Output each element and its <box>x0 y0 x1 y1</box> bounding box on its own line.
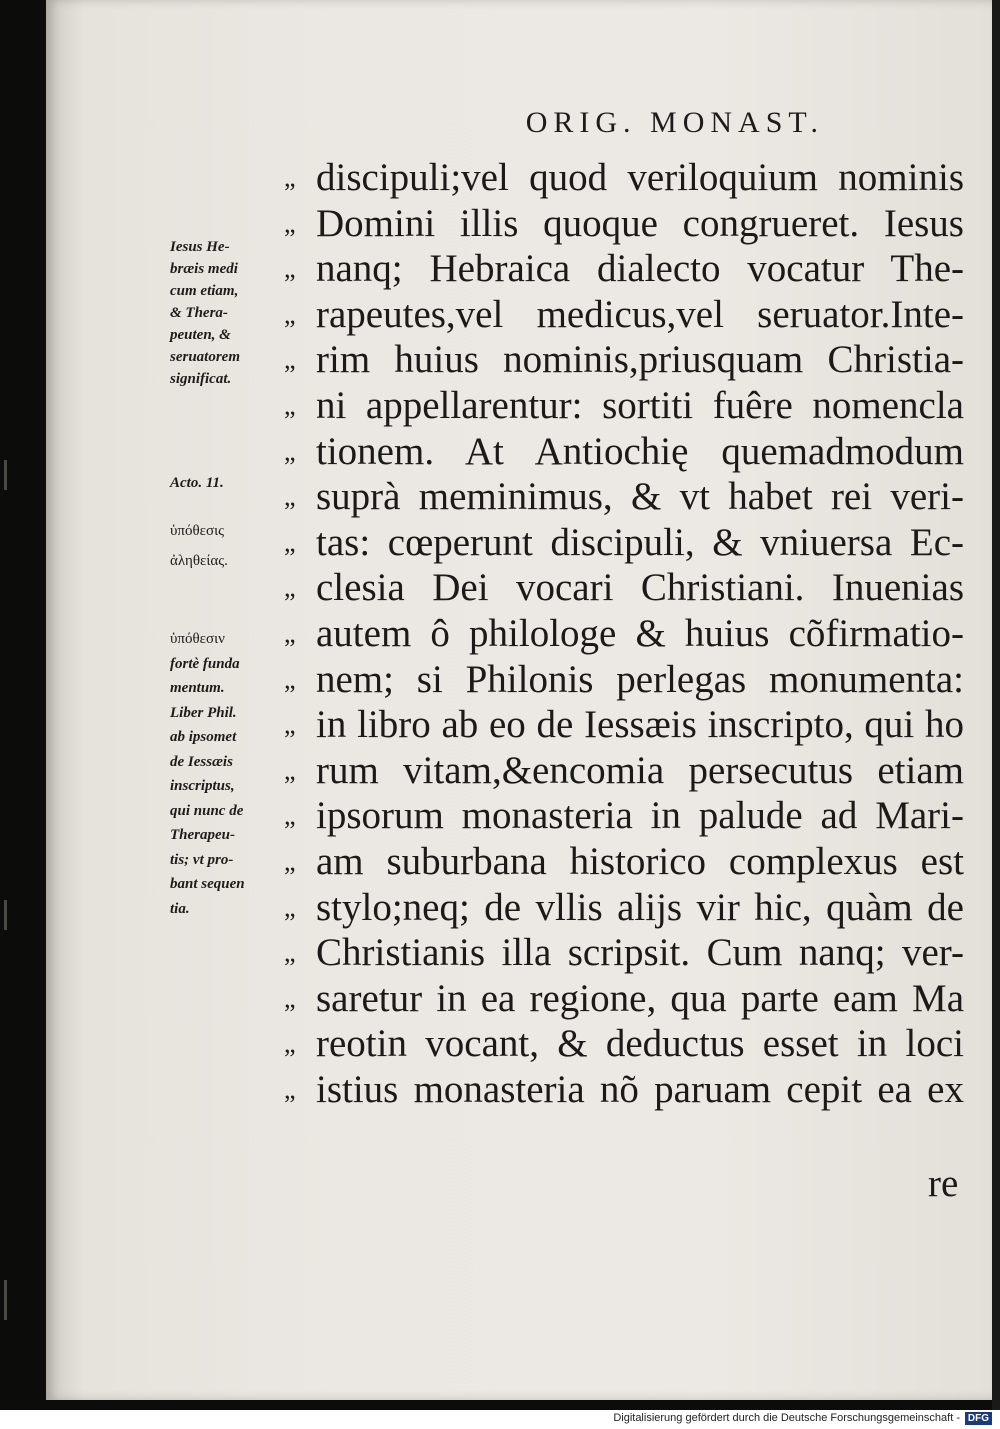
marginal-note-line: cum etiam, <box>170 283 239 299</box>
page-edge <box>992 0 1000 1410</box>
marginal-note-line: de Iessæis <box>170 754 233 770</box>
quote-mark: „ <box>284 619 296 648</box>
marginal-note-line: qui nunc de <box>170 803 244 819</box>
quote-mark: „ <box>284 801 296 830</box>
text-line: discipuli;vel quod veriloquium nominis <box>316 156 964 199</box>
quote-mark: „ <box>284 437 296 466</box>
text-line: am suburbana historico complexus est <box>316 840 964 883</box>
quote-mark: „ <box>284 984 296 1013</box>
marginal-note-line: tia. <box>170 901 190 917</box>
text-line: ni appellarentur: sortiti fuêre nomencla <box>316 384 964 427</box>
marginal-note-line: Liber Phil. <box>170 705 237 721</box>
text-line: nanq; Hebraica dialecto vocatur The- <box>316 247 964 290</box>
text-line: suprà meminimus, & vt habet rei veri- <box>316 475 964 518</box>
marginal-note-line: ὑπόθεσιν <box>170 631 225 647</box>
text-line: tas: cœperunt discipuli, & vniuersa Ec- <box>316 521 964 564</box>
text-line: stylo;neq; de vllis alijs vir hic, quàm de <box>316 886 964 929</box>
quote-mark: „ <box>284 391 296 420</box>
marginal-note-line: Therapeu- <box>170 827 235 843</box>
dfg-logo: DFG <box>965 1412 992 1425</box>
text-line: clesia Dei vocari Christiani. Inuenias <box>316 566 964 609</box>
text-line: istius monasteria nõ paruam cepit ea ex <box>316 1068 964 1111</box>
quote-mark: „ <box>284 1075 296 1104</box>
text-line: rum vitam,&encomia persecutus etiam <box>316 749 964 792</box>
binding-mark <box>4 1280 7 1320</box>
quote-mark: „ <box>284 573 296 602</box>
quote-mark: „ <box>284 209 296 238</box>
text-line: Christianis illa scripsit. Cum nanq; ver- <box>316 931 964 974</box>
marginal-note-line: ὑπόθεσις <box>170 523 225 539</box>
text-line: Domini illis quoque congrueret. Iesus <box>316 202 964 245</box>
marginal-note-line: Acto. 11. <box>170 475 224 491</box>
marginal-note-line: Iesus He- <box>170 239 230 255</box>
marginal-note-line: & Thera- <box>170 305 228 321</box>
text-line: nem; si Philonis perlegas monumenta: <box>316 658 964 701</box>
marginal-note-line: inscriptus, <box>170 778 235 794</box>
text-line: in libro ab eo de Iessæis inscripto, qui ho <box>316 703 964 746</box>
marginal-note-line: mentum. <box>170 680 225 696</box>
quote-mark: „ <box>284 300 296 329</box>
binding-mark <box>4 900 7 930</box>
text-line: rim huius nominis,priusquam Christia- <box>316 338 964 381</box>
quote-mark: „ <box>284 163 296 192</box>
quote-mark: „ <box>284 482 296 511</box>
quote-mark: „ <box>284 756 296 785</box>
marginal-note-line: fortè funda <box>170 656 240 672</box>
marginal-note-line: peuten, & <box>170 327 231 343</box>
marginal-note-line: significat. <box>170 371 232 387</box>
marginal-note-line: ab ipsomet <box>170 729 237 745</box>
footer-credit: Digitalisierung gefördert durch die Deutsche Forschungsgemeinschaft - <box>613 1412 960 1424</box>
text-line: autem ô philologe & huius cõfirmatio- <box>316 612 964 655</box>
marginal-note-line: bant sequen <box>170 876 245 892</box>
quote-mark: „ <box>284 847 296 876</box>
text-line: reotin vocant, & deductus esset in loci <box>316 1022 964 1065</box>
quote-mark: „ <box>284 254 296 283</box>
quote-mark: „ <box>284 528 296 557</box>
text-line: rapeutes,vel medicus,vel seruator.Inte- <box>316 293 964 336</box>
quote-mark: „ <box>284 1029 296 1058</box>
text-line: saretur in ea regione, qua parte eam Ma <box>316 977 964 1020</box>
footer <box>0 1410 1000 1429</box>
text-line: ipsorum monasteria in palude ad Mari- <box>316 794 964 837</box>
marginal-note-line: ἀληθείας. <box>170 553 228 569</box>
marginal-note-line: seruatorem <box>170 349 241 365</box>
quote-mark: „ <box>284 710 296 739</box>
binding-mark <box>4 460 7 490</box>
quote-mark: „ <box>284 938 296 967</box>
marginal-note-line: bræis medi <box>170 261 238 277</box>
quote-mark: „ <box>284 893 296 922</box>
running-title: ORIG. MONAST. <box>525 106 824 139</box>
catchword: re <box>928 1162 959 1205</box>
quote-mark: „ <box>284 345 296 374</box>
text-line: tionem. At Antiochię quemadmodum <box>316 430 964 473</box>
quote-mark: „ <box>284 665 296 694</box>
marginal-note-line: tis; vt pro- <box>170 852 234 868</box>
